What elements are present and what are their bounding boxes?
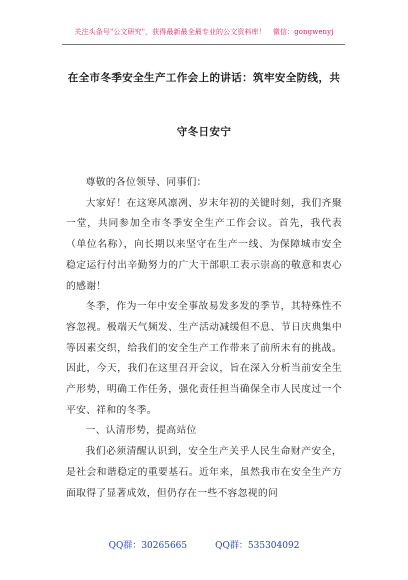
section-heading: 一、认清形势，提高站位 xyxy=(85,425,197,437)
footer-qq-group-1: QQ群：30265665 xyxy=(108,541,188,551)
document-title-line-2: 守冬日安宁 xyxy=(176,126,232,138)
body-paragraph: 大家好！在这寒风凛冽、岁末年初的关键时刻，我们齐聚一堂，共同参加全市冬季安全生产工作会议。首先，我代表（单位名称），向长期以来坚守在生产一线、为保障城市安全稳定运行付出辛勤努力的广大干部职工表示崇高的敬意和衷心的感谢！ xyxy=(66,197,342,292)
salutation: 尊敬的各位领导、同事们： xyxy=(85,177,207,188)
header-divider xyxy=(62,44,345,45)
document-body xyxy=(66,173,342,504)
header-banner: 关注头条号"公文研究"，获得最新最全最专业的公文资料库！ 微信：gongwenyj xyxy=(74,28,334,36)
document-title-line-1: 在全市冬季安全生产工作会上的讲话：筑牢安全防线，共 xyxy=(67,72,341,84)
footer-qq-group-2: QQ群：535304092 xyxy=(215,541,300,551)
body-paragraph: 冬季，作为一年中安全事故易发多发的季节，其特殊性不容忽视。极端天气频发、生产活动减缓但不息、节日庆典集中等因素交织，给我们的安全生产工作带来了前所未有的挑战。因此，今天，我们在这里召开会议，旨在深入分析当前安全生产形势，明确工作任务，强化责任担当确保全市人民度过一个平安、祥和的冬季。 xyxy=(66,301,342,416)
footer xyxy=(0,538,408,551)
body-paragraph: 我们必须清醒认识到，安全生产关乎人民生命财产安全，是社会和谐稳定的重要基石。近年来，虽然我市在安全生产方面取得了显著成效，但仍存在一些不容忽视的问 xyxy=(66,446,342,499)
